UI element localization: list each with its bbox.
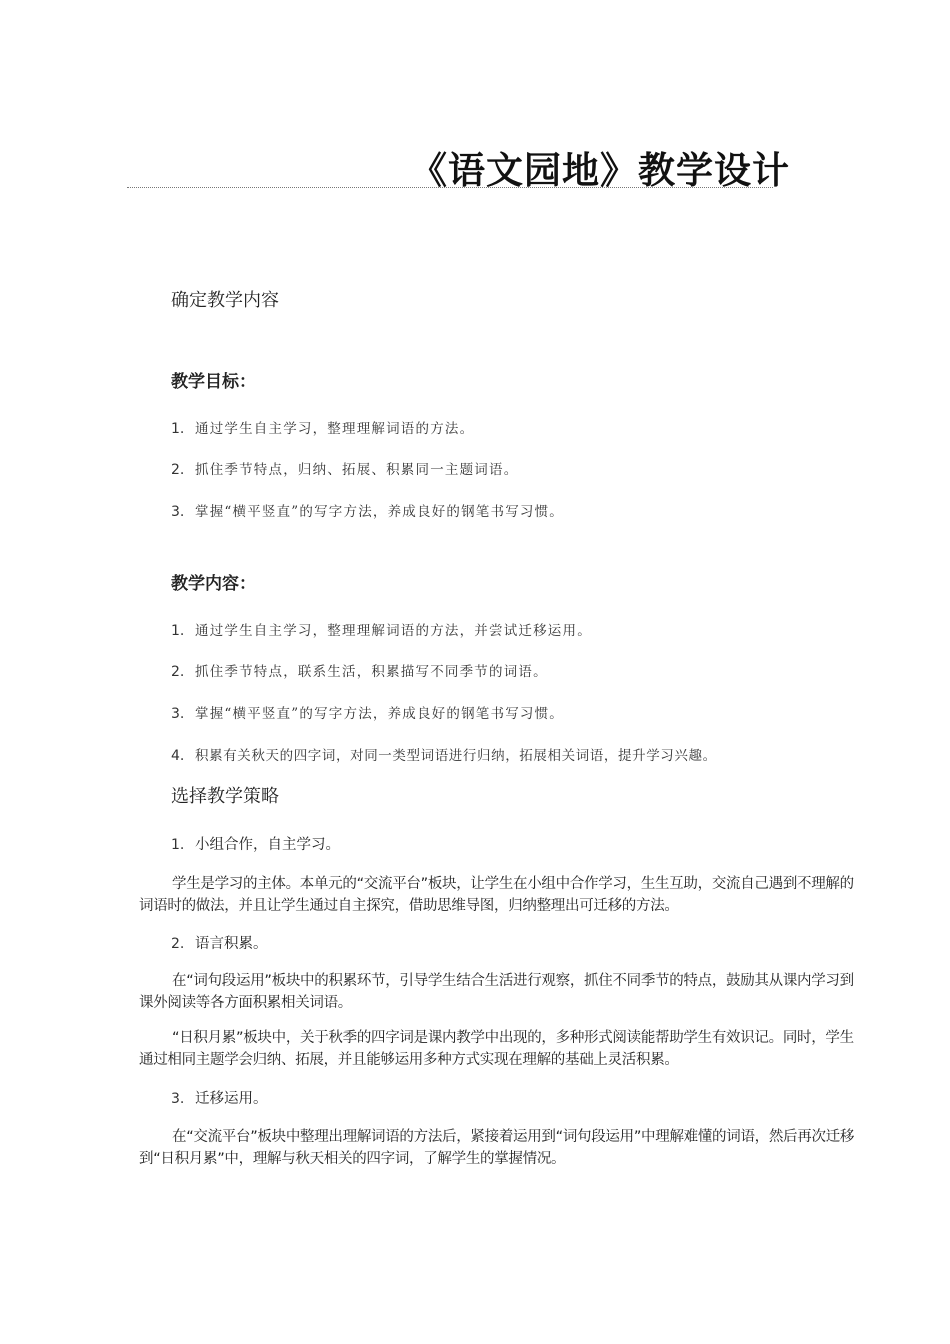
strategy-item-title: 语言积累。: [195, 936, 268, 952]
strategy-paragraph: 在“交流平台”板块中整理出理解词语的方法后，紧接着运用到“词句段运用”中理解难懂的词语，然后再次迁移到“日积月累”中，理解与秋天相关的四字词，了解学生的掌握情况。: [139, 1129, 855, 1167]
goal-item-number: 3.: [171, 504, 185, 520]
goal-item-number: 1.: [171, 421, 185, 437]
strategy-item-number: 3.: [171, 1091, 185, 1107]
strategy-item: [171, 834, 340, 856]
content-item-number: 1.: [171, 623, 185, 639]
content-item: [171, 703, 564, 725]
strategy-item-title: 迁移运用。: [195, 1091, 268, 1107]
goal-item-text: 掌握“横平竖直”的写字方法，养成良好的钢笔书写习惯。: [195, 504, 565, 520]
strategy-paragraph: 在“词句段运用”板块中的积累环节，引导学生结合生活进行观察，抓住不同季节的特点，鼓励其从课内学习到课外阅读等各方面积累相关词语。: [139, 973, 854, 1011]
content-item-number: 4.: [171, 748, 185, 764]
goal-item: [171, 501, 564, 523]
content-item-text: 积累有关秋天的四字词，对同一类型词语进行归纳，拓展相关词语，提升学习兴趣。: [195, 748, 717, 764]
strategy-item-number: 2.: [171, 936, 185, 952]
content-item: [171, 620, 592, 642]
strategy-paragraph: 学生是学习的主体。本单元的“交流平台”板块，让学生在小组中合作学习，生生互助，交流自己遇到不理解的词语时的做法，并且让学生通过自主探究，借助思维导图，归纳整理出可迁移的方法。: [139, 876, 854, 914]
strategy-item-title: 小组合作，自主学习。: [195, 837, 340, 853]
strategy-item-number: 1.: [171, 837, 185, 853]
strategy-paragraph: “日积月累”板块中，关于秋季的四字词是课内教学中出现的，多种形式阅读能帮助学生有效识记。同时，学生通过相同主题学会归纳、拓展，并且能够运用多种方式实现在理解的基础上灵活积累。: [139, 1030, 854, 1068]
goal-item-number: 2.: [171, 462, 185, 478]
content-item-text: 抓住季节特点，联系生活，积累描写不同季节的词语。: [195, 664, 548, 680]
goal-item-text: 抓住季节特点，归纳、拓展、积累同一主题词语。: [195, 462, 519, 478]
content-item-number: 3.: [171, 706, 185, 722]
strategy-item: [171, 933, 268, 955]
content-item: [171, 745, 717, 767]
content-item: [171, 661, 548, 683]
section-heading-content: 确定教学内容: [171, 290, 279, 311]
goal-item: [171, 418, 474, 440]
goal-item-text: 通过学生自主学习，整理理解词语的方法。: [195, 421, 475, 437]
title-dotted-rule: [127, 187, 773, 188]
page-title: 《语文园地》教学设计: [410, 148, 790, 192]
strategy-item: [171, 1088, 268, 1110]
section-heading-strategy: 选择教学策略: [171, 786, 279, 807]
goals-heading: 教学目标：: [171, 372, 256, 392]
content-item-text: 通过学生自主学习，整理理解词语的方法，并尝试迁移运用。: [195, 623, 592, 639]
content-item-number: 2.: [171, 664, 185, 680]
contents-heading: 教学内容：: [171, 574, 256, 594]
goal-item: [171, 459, 518, 481]
content-item-text: 掌握“横平竖直”的写字方法，养成良好的钢笔书写习惯。: [195, 706, 565, 722]
